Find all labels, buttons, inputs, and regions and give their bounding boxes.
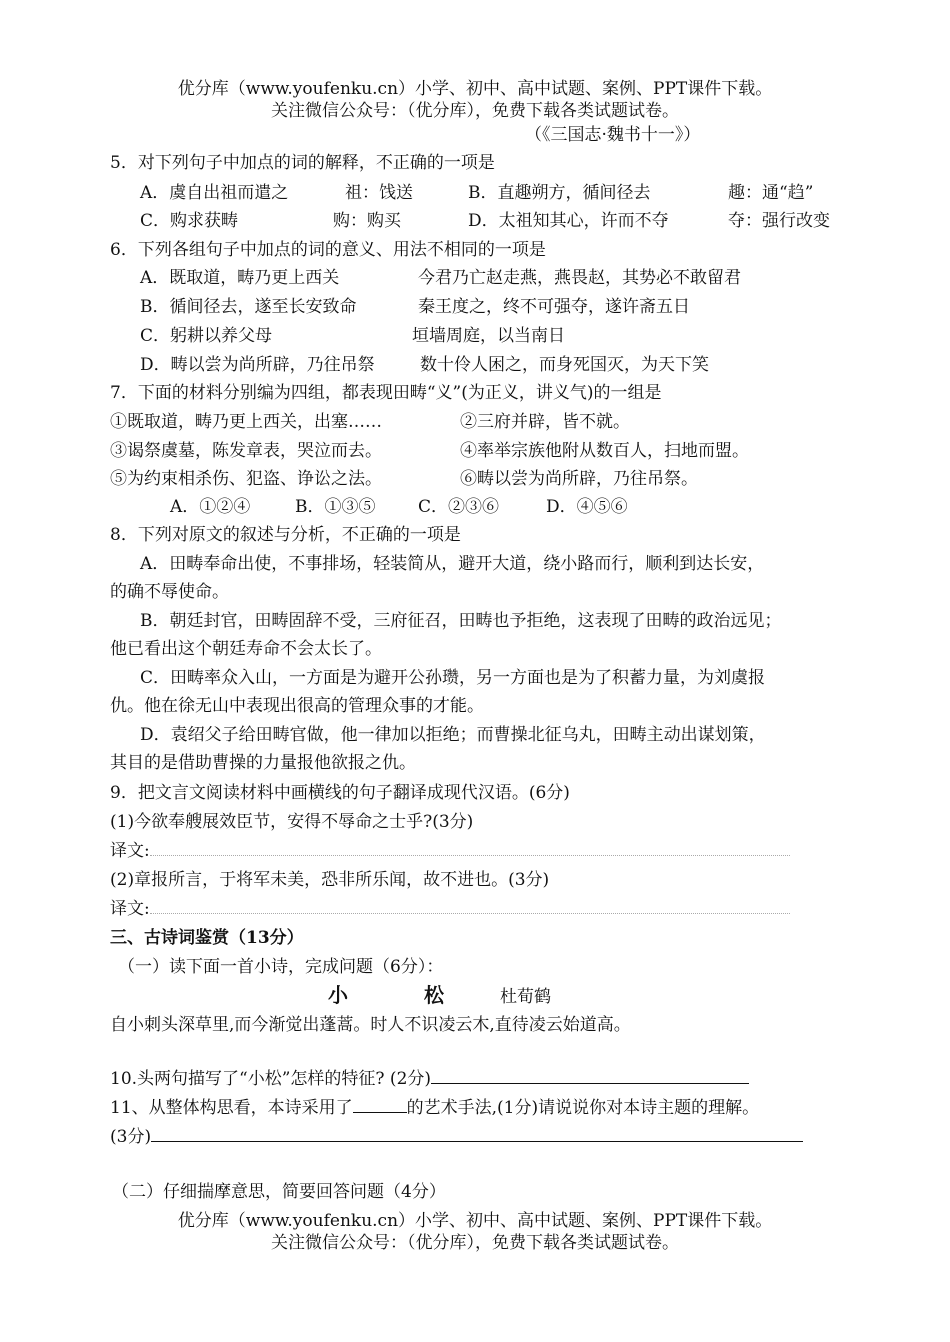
q7-item-5: ⑤为约束相杀伤、犯盗、诤讼之法。: [110, 469, 382, 489]
footer-line-1: 优分库（www.youfenku.cn）小学、初中、高中试题、案例、PPT课件下载。: [177, 1211, 773, 1231]
answer-line[interactable]: [150, 847, 790, 856]
q9-translation-1: [110, 840, 790, 862]
answer-blank[interactable]: [431, 1069, 749, 1084]
answer-blank[interactable]: [353, 1098, 407, 1113]
q8-option-a-cont: 的确不辱使命。: [110, 582, 229, 602]
q9-translation-2: [110, 898, 790, 920]
q6-option-c: C．躬耕以养父母: [140, 326, 273, 346]
q5-option-b-def: 趣：通“趋”: [728, 183, 814, 203]
q8-option-d: D．袁绍父子给田畴官做，他一律加以拒绝；而曹操北征乌丸，田畴主动出谋划策，: [140, 725, 766, 745]
poem-author: 杜荀鹤: [500, 987, 551, 1007]
q7-item-6: ⑥畴以尝为尚所辟，乃往吊祭。: [460, 469, 698, 489]
section-3-title: 三、古诗词鉴赏（13分）: [110, 928, 304, 948]
q7-option-d: D．④⑤⑥: [546, 497, 628, 517]
q8-option-c-cont: 仇。他在徐无山中表现出很高的管理众事的才能。: [110, 696, 484, 716]
footer-line-2: 关注微信公众号：（优分库），免费下载各类试题试卷。: [271, 1233, 679, 1253]
answer-line[interactable]: [150, 905, 790, 914]
q7-item-1: ①既取道，畴乃更上西关，出塞……: [110, 412, 382, 432]
q8-option-c: C．田畴率众入山，一方面是为避开公孙瓒，另一方面也是为了积蓄力量，为刘虞报: [140, 668, 766, 688]
section-3-part-1: （一）读下面一首小诗，完成问题（6分）：: [118, 957, 444, 977]
q7-stem: 7．下面的材料分别编为四组，都表现田畴“义”(为正义，讲义气)的一组是: [110, 383, 662, 403]
q6-option-d-pair: 数十伶人困之，而身死国灭，为天下笑: [420, 355, 709, 375]
q7-item-4: ④率举宗族他附从数百人，扫地而盟。: [460, 441, 749, 461]
q7-option-a: A．①②④: [170, 497, 251, 517]
q5-option-a-def: 祖：饯送: [345, 183, 413, 203]
q8-option-a: A．田畴奉命出使，不事排场，轻装简从，避开大道，绕小路而行，顺利到达长安，: [140, 554, 765, 574]
q11-points: (3分): [110, 1127, 152, 1147]
q9-stem: 9．把文言文阅读材料中画横线的句子翻译成现代汉语。(6分): [110, 783, 570, 803]
poem-title-char-2: 松: [424, 983, 444, 1007]
q7-option-c: C．②③⑥: [418, 497, 500, 517]
q11-continued: [110, 1126, 803, 1148]
q6-stem: 6．下列各组句子中加点的词的意义、用法不相同的一项是: [110, 240, 546, 260]
q6-option-a-pair: 今君乃亡赵走燕，燕畏赵，其势必不敢留君: [418, 268, 741, 288]
q6-option-b: B．循间径去，遂至长安致命: [140, 297, 357, 317]
q11-text-a: 11、从整体构思看，本诗采用了: [110, 1098, 353, 1118]
q8-option-d-cont: 其目的是借助曹操的力量报他欲报之仇。: [110, 753, 416, 773]
q5-option-c-def: 购：购买: [333, 211, 401, 231]
q6-option-b-pair: 秦王度之，终不可强夺，遂许斋五日: [418, 297, 690, 317]
q5-option-c: C．购求获畴: [140, 211, 239, 231]
q6-option-c-pair: 垣墙周庭，以当南日: [412, 326, 565, 346]
q8-option-b: B．朝廷封官，田畴固辞不受，三府征召，田畴也予拒绝，这表现了田畴的政治远见；: [140, 611, 782, 631]
q5-option-d: D．太祖知其心，许而不夺: [468, 211, 669, 231]
q9-sentence-1: (1)今欲奉艘展效臣节，安得不辱命之士乎?(3分): [110, 812, 474, 832]
q7-option-b: B．①③⑤: [295, 497, 376, 517]
q7-item-3: ③谒祭虞墓，陈发章表，哭泣而去。: [110, 441, 382, 461]
q5-option-b: B．直趣朔方，循间径去: [468, 183, 651, 203]
q5-stem: 5．对下列句子中加点的词的解释，不正确的一项是: [110, 153, 495, 173]
poem-text: 自小刺头深草里,而今渐觉出蓬蒿。时人不识凌云木,直待凌云始道高。: [110, 1015, 631, 1035]
q6-option-d: D．畴以尝为尚所辟，乃往吊祭: [140, 355, 375, 375]
q8-stem: 8．下列对原文的叙述与分析，不正确的一项是: [110, 525, 461, 545]
q10: [110, 1068, 749, 1090]
q11-text-b: 的艺术手法,(1分)请说说你对本诗主题的理解。: [406, 1098, 760, 1118]
q6-option-a: A．既取道，畴乃更上西关: [140, 268, 340, 288]
translation-label: 译文:: [110, 841, 150, 861]
section-3-part-2: （二）仔细揣摩意思，简要回答问题（4分）: [112, 1182, 446, 1202]
poem-title-char-1: 小: [328, 983, 348, 1007]
answer-blank[interactable]: [151, 1127, 803, 1142]
q5-option-a: A．虞自出祖而遣之: [140, 183, 289, 203]
q9-sentence-2: (2)章报所言，于将军未美，恐非所乐闻，故不进也。(3分): [110, 870, 550, 890]
header-line-2: 关注微信公众号：（优分库），免费下载各类试题试卷。: [271, 101, 679, 121]
q8-option-b-cont: 他已看出这个朝廷寿命不会太长了。: [110, 639, 382, 659]
header-line-1: 优分库（www.youfenku.cn）小学、初中、高中试题、案例、PPT课件下载。: [177, 79, 773, 99]
q10-text: 10.头两句描写了“小松”怎样的特征? (2分): [110, 1069, 432, 1089]
q11: [110, 1097, 759, 1119]
source-citation: （《三国志·魏书十一》）: [525, 125, 701, 145]
q7-item-2: ②三府并辟，皆不就。: [460, 412, 630, 432]
translation-label: 译文:: [110, 899, 150, 919]
q5-option-d-def: 夺：强行改变: [728, 211, 830, 231]
